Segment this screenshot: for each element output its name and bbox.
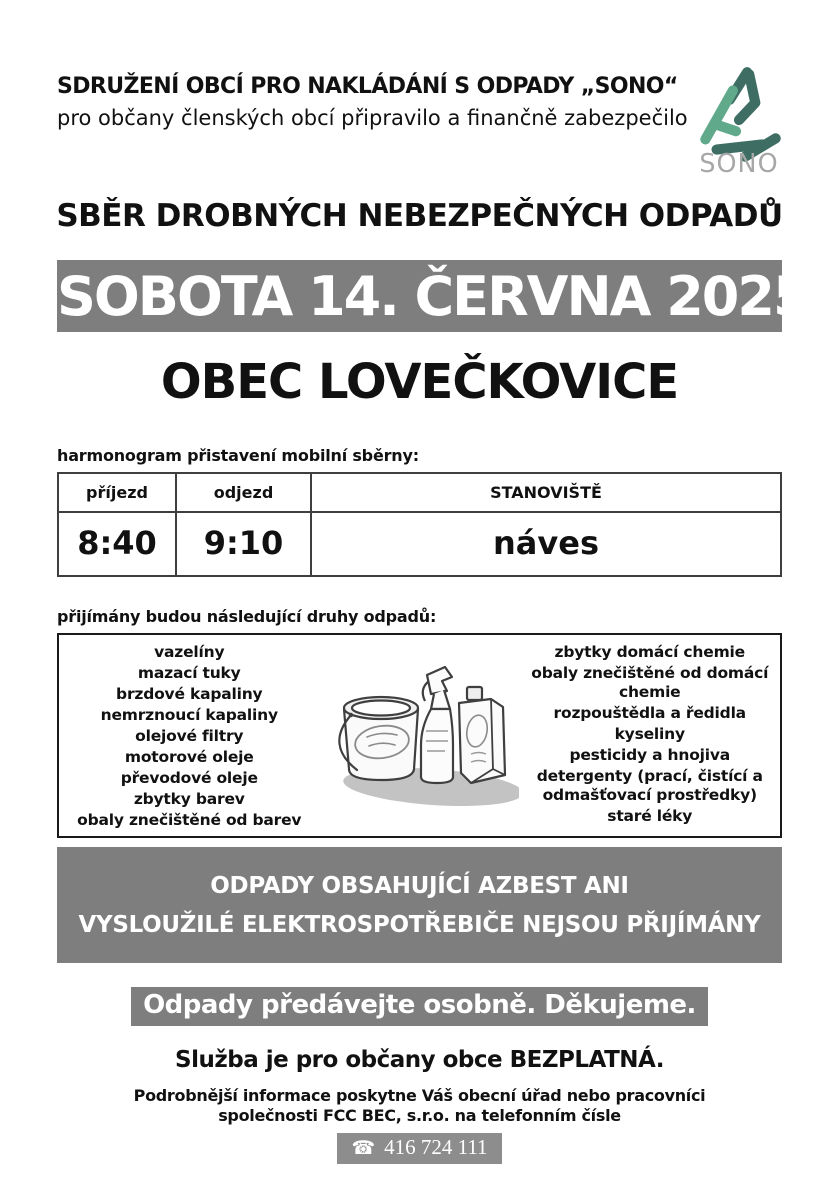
logo-text: SONO <box>699 147 779 176</box>
date-banner: SOBOTA 14. ČERVNA 2025 <box>57 260 782 332</box>
waste-item: obaly znečištěné od domácí chemie <box>531 664 769 701</box>
waste-list-left <box>59 641 320 830</box>
departure-time: 9:10 <box>176 512 311 576</box>
waste-item: brzdové kapaliny <box>116 685 263 703</box>
info-text <box>0 1086 839 1126</box>
page-title: SBĚR DROBNÝCH NEBEZPEČNÝCH ODPADŮ <box>56 198 783 234</box>
waste-item: staré léky <box>607 807 693 825</box>
schedule-label: harmonogram přistavení mobilní sběrny: <box>57 446 419 465</box>
municipality-name: OBEC LOVEČKOVICE <box>160 354 679 410</box>
waste-types-label: přijímány budou následující druhy odpadů: <box>57 607 437 626</box>
waste-item: obaly znečištěné od barev <box>77 811 302 829</box>
location-name: náves <box>311 512 781 576</box>
waste-item: motorové oleje <box>124 748 254 766</box>
waste-types-box <box>57 633 782 838</box>
waste-item: olejové filtry <box>135 727 244 745</box>
waste-item: kyseliny <box>614 725 685 743</box>
schedule-header-row <box>58 473 781 512</box>
hazardous-waste-illustration <box>320 641 520 821</box>
organization-subtitle: pro občany členských obcí připravilo a finančně zabezpečilo <box>57 106 688 130</box>
waste-item: detergenty (prací, čistící a odmašťovací prostředky) <box>536 767 763 804</box>
info-line-2: společnosti FCC BEC, s.r.o. na telefonním čísle <box>218 1106 621 1125</box>
waste-item: pesticidy a hnojiva <box>569 746 731 764</box>
free-service-notice: Služba je pro občany obce BEZPLATNÁ. <box>175 1047 664 1073</box>
waste-list-right <box>520 641 781 826</box>
waste-item: rozpouštědla a ředidla <box>553 704 746 722</box>
phone-number: 416 724 111 <box>384 1135 488 1159</box>
paint-can-spray-bottle-icon <box>321 653 519 821</box>
waste-item: zbytky domácí chemie <box>554 643 745 661</box>
column-header-arrival: příjezd <box>58 473 176 512</box>
waste-item: mazací tuky <box>137 664 241 682</box>
arrival-time: 8:40 <box>58 512 176 576</box>
warning-line-2: VYSLOUŽILÉ ELEKTROSPOTŘEBIČE NEJSOU PŘIJÍMÁNY <box>78 911 761 938</box>
column-header-location: STANOVIŠTĚ <box>311 473 781 512</box>
phone-icon: ☎ <box>351 1137 376 1159</box>
handover-notice-line <box>0 987 839 1026</box>
phone-line <box>0 1133 839 1164</box>
warning-banner <box>57 847 782 963</box>
organization-title: SDRUŽENÍ OBCÍ PRO NAKLÁDÁNÍ S ODPADY „SONO“ <box>57 74 678 99</box>
schedule-table <box>57 472 782 577</box>
organization-block <box>57 60 688 130</box>
warning-line-1: ODPADY OBSAHUJÍCÍ AZBEST ANI <box>210 872 629 899</box>
column-header-departure: odjezd <box>176 473 311 512</box>
schedule-row <box>58 512 781 576</box>
waste-item: vazelíny <box>154 643 225 661</box>
waste-item: nemrznoucí kapaliny <box>100 706 278 724</box>
recycle-triangle-icon <box>689 62 789 176</box>
info-line-1: Podrobnější informace poskytne Váš obecní úřad nebo pracovníci <box>133 1086 706 1105</box>
sono-logo <box>689 62 789 180</box>
header <box>57 0 789 180</box>
phone-badge <box>337 1133 501 1164</box>
waste-item: převodové oleje <box>120 769 258 787</box>
handover-notice: Odpady předávejte osobně. Děkujeme. <box>131 987 708 1026</box>
waste-item: zbytky barev <box>133 790 245 808</box>
